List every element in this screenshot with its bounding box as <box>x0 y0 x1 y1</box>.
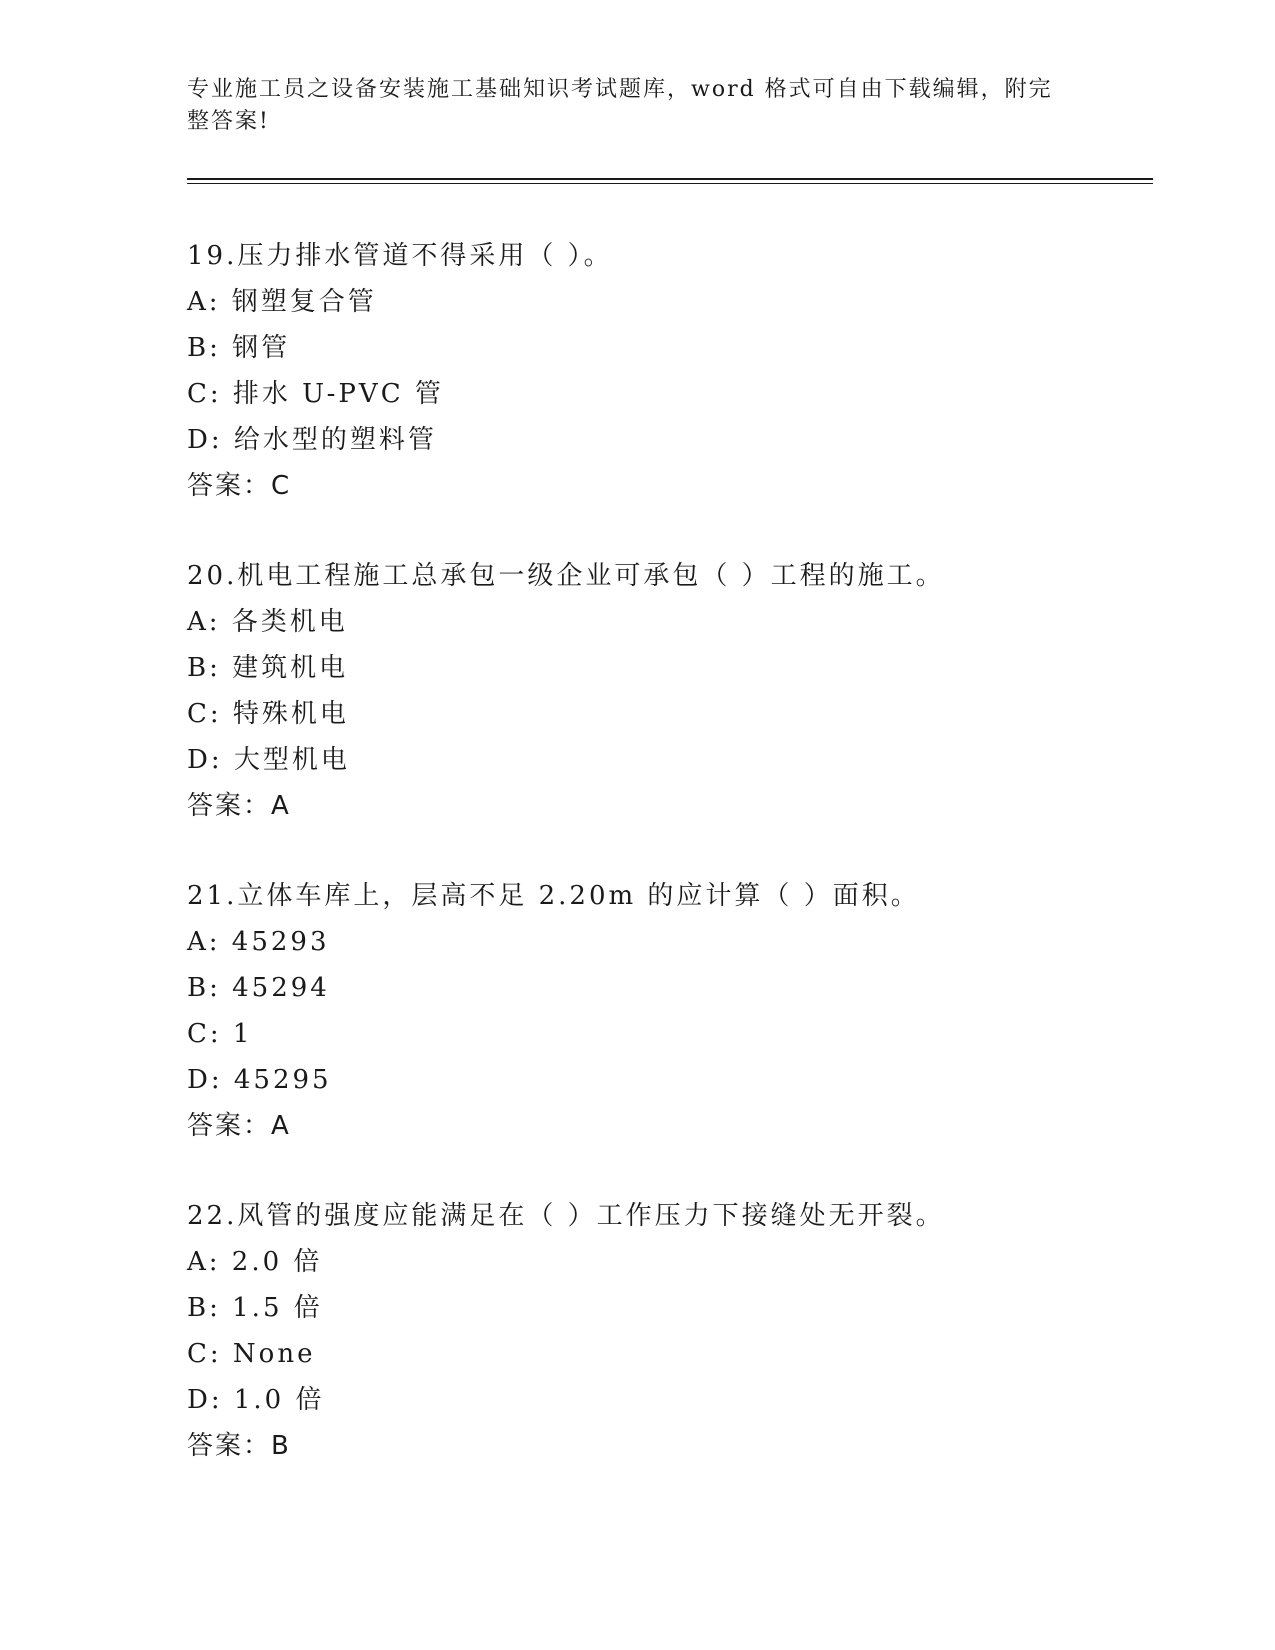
question-22 <box>187 1193 1187 1469</box>
document-header <box>187 74 1067 138</box>
question-21 <box>187 873 1187 1149</box>
option-a: A: 45293 <box>187 927 330 957</box>
answer: 答案：A <box>187 791 291 821</box>
option-d: D: 1.0 倍 <box>187 1385 325 1415</box>
question-stem: 22.风管的强度应能满足在（ ）工作压力下接缝处无开裂。 <box>187 1201 945 1231</box>
question-stem: 21.立体车库上，层高不足 2.20m 的应计算（ ）面积。 <box>187 881 920 911</box>
header-divider-thick <box>187 178 1153 180</box>
question-20 <box>187 553 1187 829</box>
option-b: B: 1.5 倍 <box>187 1293 323 1323</box>
answer: 答案：A <box>187 1111 291 1141</box>
option-a: A: 钢塑复合管 <box>187 287 377 317</box>
header-divider-thin <box>187 183 1153 184</box>
answer: 答案：B <box>187 1431 291 1461</box>
option-d: D: 给水型的塑料管 <box>187 425 437 455</box>
option-b: B: 45294 <box>187 973 330 1003</box>
option-a: A: 各类机电 <box>187 607 348 637</box>
question-stem: 20.机电工程施工总承包一级企业可承包（ ）工程的施工。 <box>187 561 945 591</box>
option-a: A: 2.0 倍 <box>187 1247 323 1277</box>
header-line-2: 整答案! <box>187 109 270 134</box>
option-c: C: 特殊机电 <box>187 699 349 729</box>
option-d: D: 大型机电 <box>187 745 350 775</box>
option-c: C: 1 <box>187 1019 253 1049</box>
option-d: D: 45295 <box>187 1065 332 1095</box>
answer: 答案：C <box>187 471 292 501</box>
header-line-1: 专业施工员之设备安装施工基础知识考试题库，word 格式可自由下载编辑，附完 <box>187 77 1053 102</box>
question-stem: 19.压力排水管道不得采用（ ）。 <box>187 241 613 271</box>
question-19 <box>187 233 1187 509</box>
option-b: B: 钢管 <box>187 333 291 363</box>
option-c: C: 排水 U-PVC 管 <box>187 379 444 409</box>
option-c: C: None <box>187 1339 316 1369</box>
option-b: B: 建筑机电 <box>187 653 349 683</box>
